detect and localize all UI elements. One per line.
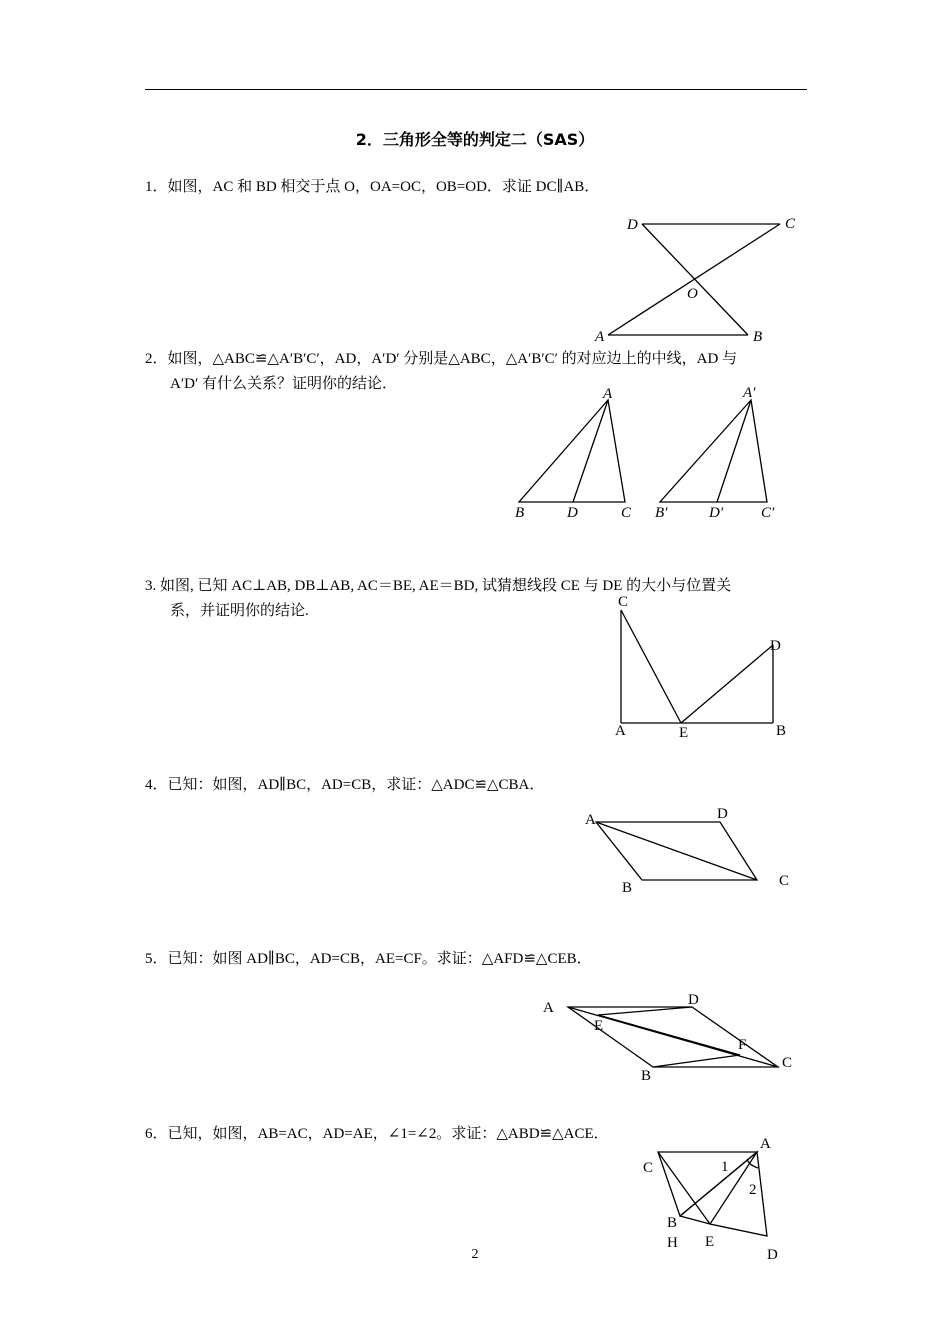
- label-a: A: [760, 1136, 771, 1152]
- segment-bf: [653, 1055, 740, 1067]
- question-2-line-1: 2．如图，△ABC≌△A′B′C′，AD，A′D′ 分别是△ABC，△A′B′C′ 的对应边上的中线，AD 与: [145, 351, 738, 367]
- label-d: D: [717, 806, 728, 822]
- question-1: 1．如图，AC 和 BD 相交于点 O，OA=OC，OB=OD．求证 DC∥AB．: [145, 179, 600, 195]
- label-b: B: [667, 1215, 678, 1231]
- angle-label-1: 1: [721, 1159, 729, 1175]
- median-ad: [573, 400, 608, 502]
- label-d: D: [567, 505, 578, 521]
- label-a: A: [595, 329, 605, 345]
- label-b: B: [641, 1068, 652, 1084]
- label-d-prime: D′: [709, 505, 724, 521]
- angle-2-arc: [752, 1165, 758, 1168]
- label-a: A: [615, 723, 626, 739]
- label-d: D: [770, 638, 781, 654]
- header-rule: [145, 89, 807, 90]
- segment-ca: [608, 224, 780, 335]
- angle-label-2: 2: [749, 1182, 757, 1198]
- label-c: C: [643, 1160, 654, 1176]
- figure-2: [505, 380, 805, 525]
- segment-ab: [680, 1152, 757, 1216]
- question-4: 4．已知：如图，AD∥BC，AD=CB，求证：△ADC≌△CBA．: [145, 777, 545, 793]
- label-d: D: [627, 217, 638, 233]
- triangle-ade: [710, 1152, 767, 1236]
- label-a: A: [585, 812, 596, 828]
- figure-1: [590, 210, 810, 350]
- figure-4: [580, 800, 800, 900]
- label-c: C: [782, 1055, 793, 1071]
- question-3-line-1: 3. 如图, 已知 AC⊥AB, DB⊥AB, AC＝BE, AE＝BD, 试猜想线段 CE 与 DE 的大小与位置关: [145, 578, 732, 594]
- triangle-a2b2c2: [660, 400, 767, 502]
- label-b: B: [776, 723, 787, 739]
- label-b-prime: B′: [655, 505, 668, 521]
- label-e: E: [679, 725, 689, 741]
- question-3-line-2: 系，并证明你的结论.: [170, 603, 309, 619]
- segment-ed: [681, 645, 773, 723]
- label-h: H: [667, 1235, 678, 1251]
- label-a: A: [543, 1000, 554, 1016]
- figure-6: [630, 1130, 800, 1265]
- label-c: C: [785, 216, 796, 232]
- page-number: 2: [471, 1247, 479, 1262]
- triangle-abc: [519, 400, 625, 502]
- label-o: O: [687, 286, 698, 302]
- question-6: 6．已知，如图，AB=AC，AD=AE，∠1=∠2。求证：△ABD≌△ACE．: [145, 1126, 609, 1142]
- label-c-prime: C′: [761, 505, 775, 521]
- segment-ed: [598, 1007, 692, 1015]
- diagonal-ac: [596, 822, 757, 880]
- median-a2d2: [717, 400, 751, 502]
- label-c: C: [618, 594, 629, 610]
- label-a-prime: A′: [743, 385, 756, 401]
- segment-ce: [621, 610, 681, 723]
- label-d: D: [688, 992, 699, 1008]
- label-f: F: [738, 1037, 747, 1053]
- page-title: 2．三角形全等的判定二（SAS）: [355, 130, 595, 149]
- figure-5: [535, 985, 800, 1085]
- label-a: A: [603, 386, 613, 402]
- figure-3: [605, 588, 805, 748]
- label-d: D: [767, 1247, 778, 1263]
- question-2-line-2: A′D′ 有什么关系？证明你的结论．: [170, 376, 397, 392]
- label-b: B: [622, 880, 633, 896]
- label-b: B: [515, 505, 525, 521]
- label-c: C: [621, 505, 632, 521]
- label-e: E: [705, 1234, 715, 1250]
- segment-ef: [598, 1015, 740, 1055]
- triangle-acb: [658, 1152, 757, 1216]
- label-e: E: [594, 1018, 604, 1034]
- label-c: C: [779, 873, 790, 889]
- question-5: 5．已知：如图 AD∥BC，AD=CB，AE=CF。求证：△AFD≌△CEB．: [145, 951, 592, 967]
- label-b: B: [753, 329, 763, 345]
